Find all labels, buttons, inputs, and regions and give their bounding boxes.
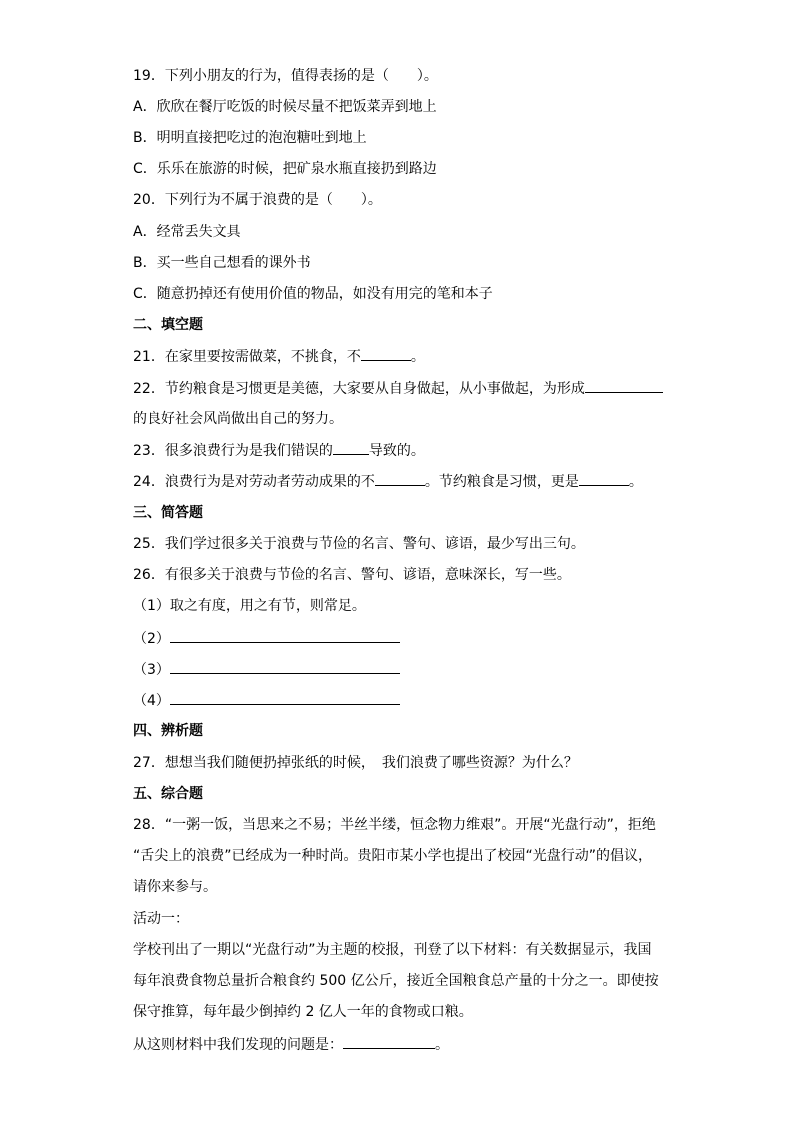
q22-text: 22．节约粮食是习惯更是美德，大家要从自身做起，从小事做起，为形成 [133,381,585,397]
q23 [133,440,425,461]
q23-answer-blank[interactable] [333,440,369,455]
q28-material-line-2: 每年浪费食物总量折合粮食约 500 亿公斤，接近全国粮食总产量的十分之一。即使按 [133,973,659,989]
q20-option-c: C．随意扔掉还有使用价值的物品，如没有用完的笔和本子 [133,286,493,302]
q20-option-a: A．经常丢失文具 [133,224,241,240]
q24-text: 24．浪费行为是对劳动者劳动成果的不 [133,474,375,490]
q19-option-c: C．乐乐在旅游的时候，把矿泉水瓶直接扔到路边 [133,161,437,177]
section-heading-fill-blank: 二、填空题 [133,317,203,333]
q28-line-1: 28．“一粥一饭，当思来之不易；半丝半缕，恒念物力维艰”。开展“光盘行动”，拒绝 [133,817,656,833]
q28-activity-label: 活动一： [133,911,189,927]
q21 [133,346,425,367]
section-heading-comprehensive: 五、综合题 [133,786,203,802]
q24-end: 。 [628,474,643,490]
q26-stem: 26．有很多关于浪费与节俭的名言、警句、谚语，意味深长，写一些。 [133,567,571,583]
q26-item-2-label: （2） [133,631,170,647]
q26-item-1: （1）取之有度，用之有节，则常足。 [133,598,366,614]
q19-stem: 19．下列小朋友的行为，值得表扬的是（ ）。 [133,68,438,84]
section-heading-analysis: 四、辨析题 [133,723,203,739]
q25: 25．我们学过很多关于浪费与节俭的名言、警句、谚语，最少写出三句。 [133,536,585,552]
q26-item-3 [133,659,400,680]
q26-item-4-label: （4） [133,693,170,709]
q26-item-2-blank[interactable] [170,628,400,643]
q20-stem: 20．下列行为不属于浪费的是（ ）。 [133,192,382,208]
q28-question [133,1034,449,1055]
q21-answer-blank[interactable] [361,346,411,361]
q24-mid: 。节约粮食是习惯，更是 [424,474,579,490]
q26-item-3-label: （3） [133,662,170,678]
q28-question-text: 从这则材料中我们发现的问题是： [133,1037,343,1053]
q20-option-b: B．买一些自己想看的课外书 [133,255,311,271]
q22-answer-blank[interactable] [585,378,663,393]
q24-answer-blank-1[interactable] [375,471,425,486]
q23-text: 23．很多浪费行为是我们错误的 [133,443,333,459]
q23-end: 导致的。 [368,443,425,459]
q28-question-end: 。 [435,1037,449,1053]
q21-end: 。 [410,349,425,365]
q22-line2: 的良好社会风尚做出自己的努力。 [133,411,343,427]
q28-line-3: 请你来参与。 [133,879,217,895]
q19-option-a: A．欣欣在餐厅吃饭的时候尽量不把饭菜弄到地上 [133,99,437,115]
q22 [133,378,663,399]
q26-item-2 [133,628,400,649]
q26-item-4-blank[interactable] [170,690,400,705]
section-heading-short-answer: 三、简答题 [133,505,203,521]
q26-item-3-blank[interactable] [170,659,400,674]
q28-answer-blank[interactable] [343,1034,435,1049]
q28-line-2: “舌尖上的浪费”已经成为一种时尚。贵阳市某小学也提出了校园“光盘行动”的倡议， [133,848,653,864]
q24-answer-blank-2[interactable] [579,471,629,486]
q21-text: 21．在家里要按需做菜，不挑食，不 [133,349,361,365]
q27: 27．想想当我们随便扔掉张纸的时候， 我们浪费了哪些资源？为什么？ [133,755,578,771]
q28-material-line-3: 保守推算，每年最少倒掉约 2 亿人一年的食物或口粮。 [133,1004,473,1020]
q19-option-b: B．明明直接把吃过的泡泡糖吐到地上 [133,130,367,146]
q24 [133,471,643,492]
q28-material-line-1: 学校刊出了一期以“光盘行动”为主题的校报，刊登了以下材料：有关数据显示，我国 [133,942,652,958]
q26-item-4 [133,690,400,711]
